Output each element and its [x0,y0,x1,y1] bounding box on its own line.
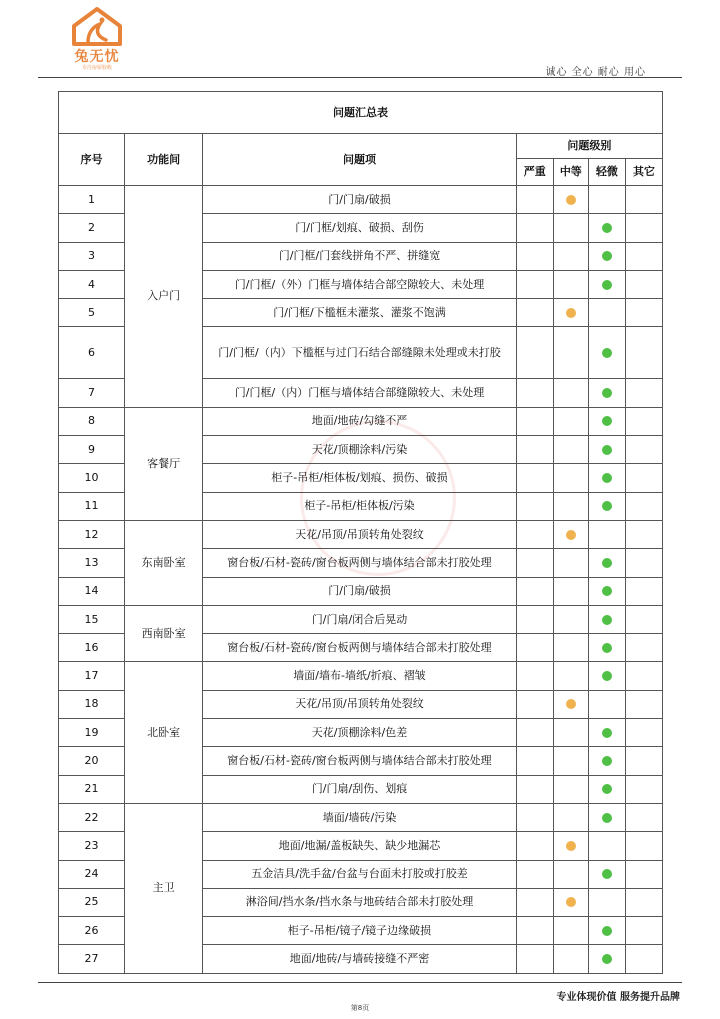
level-cell [516,327,553,379]
level-dot-icon [602,348,612,358]
level-cell [588,945,625,973]
level-cell [553,719,588,747]
level-cell [625,577,662,605]
row-number: 15 [59,605,125,633]
level-cell [516,634,553,662]
level-cell [588,520,625,548]
level-dot-icon [566,841,576,851]
issue-item: 天花/顶棚涂料/色差 [203,719,517,747]
row-number: 7 [59,379,125,407]
brand-name: 兔无忧 [74,49,120,65]
level-cell [588,549,625,577]
level-cell [625,379,662,407]
level-cell [588,492,625,520]
level-cell [516,520,553,548]
level-cell [625,492,662,520]
level-cell [516,832,553,860]
issue-item: 门/门框/（内）门框与墙体结合部缝隙较大、未处理 [203,379,517,407]
level-dot-icon [566,308,576,318]
level-cell [588,690,625,718]
issue-item: 门/门扇/破损 [203,577,517,605]
issue-item: 门/门框/下槛框未灌浆、灌浆不饱满 [203,299,517,327]
level-cell [625,945,662,973]
table-row [59,605,663,633]
level-cell [553,662,588,690]
level-cell [553,464,588,492]
header-slogan: 诚心 全心 耐心 用心 [545,67,646,78]
row-number: 26 [59,917,125,945]
row-number: 13 [59,549,125,577]
level-cell [588,379,625,407]
room-name: 西南卧室 [125,605,203,662]
level-cell [553,577,588,605]
row-number: 1 [59,186,125,214]
level-cell [588,662,625,690]
issue-item: 地面/地砖/勾缝不严 [203,407,517,435]
table-title: 问题汇总表 [59,92,663,134]
level-dot-icon [602,728,612,738]
level-cell [588,436,625,464]
level-cell [516,917,553,945]
level-cell [625,634,662,662]
row-number: 23 [59,832,125,860]
issue-item: 门/门扇/刮伤、划痕 [203,775,517,803]
table-row [59,803,663,831]
level-cell [625,549,662,577]
level-dot-icon [566,897,576,907]
row-number: 19 [59,719,125,747]
level-cell [553,436,588,464]
row-number: 2 [59,214,125,242]
level-cell [553,242,588,270]
issue-item: 淋浴间/挡水条/挡水条与地砖结合部未打胶处理 [203,888,517,916]
level-dot-icon [602,280,612,290]
level-cell [625,832,662,860]
row-number: 16 [59,634,125,662]
level-cell [553,634,588,662]
issue-item: 窗台板/石材-瓷砖/窗台板两侧与墙体结合部未打胶处理 [203,747,517,775]
level-cell [625,888,662,916]
level-cell [553,690,588,718]
issue-item: 五金洁具/洗手盆/台盆与台面未打胶或打胶差 [203,860,517,888]
row-number: 22 [59,803,125,831]
level-cell [588,747,625,775]
level-cell [516,719,553,747]
level-cell [516,464,553,492]
row-number: 18 [59,690,125,718]
level-cell [588,917,625,945]
issue-item: 柜子-吊柜/镜子/镜子边缘破损 [203,917,517,945]
level-dot-icon [566,530,576,540]
level-dot-icon [602,251,612,261]
level-cell [588,719,625,747]
level-cell [588,605,625,633]
house-logo-icon [66,6,128,48]
issue-item: 柜子-吊柜/柜体板/污染 [203,492,517,520]
level-cell [625,520,662,548]
issue-item: 门/门框/（外）门框与墙体结合部空隙较大、未处理 [203,270,517,298]
row-number: 4 [59,270,125,298]
level-cell [588,270,625,298]
level-cell [625,242,662,270]
issue-item: 窗台板/石材-瓷砖/窗台板两侧与墙体结合部未打胶处理 [203,549,517,577]
level-cell [625,860,662,888]
table-body [59,186,663,974]
level-dot-icon [566,195,576,205]
header-divider [38,77,682,78]
level-cell [516,662,553,690]
level-cell [553,520,588,548]
level-cell [625,690,662,718]
table-row [59,662,663,690]
level-cell [625,270,662,298]
level-cell [553,327,588,379]
level-cell [553,299,588,327]
level-cell [588,464,625,492]
table-row [59,520,663,548]
header-no: 序号 [59,134,125,186]
row-number: 12 [59,520,125,548]
level-cell [553,803,588,831]
level-cell [625,605,662,633]
level-cell [553,888,588,916]
level-cell [625,719,662,747]
level-cell [588,888,625,916]
level-cell [516,436,553,464]
level-dot-icon [602,756,612,766]
row-number: 25 [59,888,125,916]
header-item: 问题项 [203,134,517,186]
level-dot-icon [602,388,612,398]
page-number: 第8页 [350,1004,370,1012]
level-cell [553,407,588,435]
room-name: 东南卧室 [125,520,203,605]
level-cell [553,214,588,242]
issue-item: 门/门扇/闭合后晃动 [203,605,517,633]
header-level-severe: 严重 [516,159,553,186]
level-dot-icon [602,671,612,681]
room-name: 主卫 [125,803,203,973]
level-cell [625,803,662,831]
row-number: 5 [59,299,125,327]
level-dot-icon [602,869,612,879]
level-dot-icon [602,784,612,794]
issue-summary-table [58,91,663,974]
row-number: 24 [59,860,125,888]
issue-item: 地面/地砖/与墙砖接缝不严密 [203,945,517,973]
level-cell [553,945,588,973]
level-cell [625,186,662,214]
level-cell [516,690,553,718]
level-dot-icon [602,954,612,964]
level-dot-icon [602,223,612,233]
level-cell [588,860,625,888]
row-number: 6 [59,327,125,379]
level-dot-icon [602,416,612,426]
footer-divider [38,982,682,983]
level-cell [588,803,625,831]
row-number: 8 [59,407,125,435]
level-cell [516,379,553,407]
header-room: 功能间 [125,134,203,186]
row-number: 27 [59,945,125,973]
level-cell [588,242,625,270]
issue-item: 天花/吊顶/吊顶转角处裂纹 [203,520,517,548]
level-cell [516,747,553,775]
level-cell [588,832,625,860]
room-name: 入户门 [125,186,203,408]
table-row [59,186,663,214]
level-dot-icon [602,643,612,653]
level-cell [516,577,553,605]
level-dot-icon [602,558,612,568]
row-number: 11 [59,492,125,520]
level-dot-icon [602,473,612,483]
row-number: 3 [59,242,125,270]
level-dot-icon [602,586,612,596]
room-name: 北卧室 [125,662,203,803]
level-cell [588,299,625,327]
brand-logo [66,6,128,74]
issue-item: 墙面/墙布-墙纸/折痕、褶皱 [203,662,517,690]
level-cell [588,775,625,803]
row-number: 9 [59,436,125,464]
row-number: 10 [59,464,125,492]
level-cell [516,888,553,916]
row-number: 21 [59,775,125,803]
level-dot-icon [602,926,612,936]
level-cell [516,214,553,242]
level-cell [553,832,588,860]
level-cell [625,464,662,492]
level-cell [625,299,662,327]
level-cell [588,577,625,605]
issue-item: 窗台板/石材-瓷砖/窗台板两侧与墙体结合部未打胶处理 [203,634,517,662]
level-cell [553,775,588,803]
level-cell [553,492,588,520]
level-cell [553,270,588,298]
level-cell [516,945,553,973]
level-cell [516,860,553,888]
level-cell [588,186,625,214]
table-row [59,407,663,435]
level-cell [516,605,553,633]
level-cell [553,917,588,945]
issue-item: 门/门框/划痕、破损、刮伤 [203,214,517,242]
level-dot-icon [602,445,612,455]
issue-item: 墙面/墙砖/污染 [203,803,517,831]
level-cell [625,662,662,690]
level-cell [553,747,588,775]
level-cell [553,186,588,214]
issue-item: 天花/吊顶/吊顶转角处裂纹 [203,690,517,718]
level-cell [553,379,588,407]
level-cell [553,860,588,888]
level-cell [516,242,553,270]
header-level-medium: 中等 [553,159,588,186]
level-cell [516,492,553,520]
level-cell [553,605,588,633]
issue-item: 门/门框/（内）下槛框与过门石结合部缝隙未处理或未打胶 [203,327,517,379]
level-cell [625,214,662,242]
brand-tagline: 专注房屋验收 [81,65,112,71]
level-cell [625,436,662,464]
level-cell [625,747,662,775]
level-cell [516,299,553,327]
level-dot-icon [602,501,612,511]
level-cell [588,634,625,662]
level-cell [516,270,553,298]
room-name: 客餐厅 [125,407,203,520]
level-cell [625,327,662,379]
header-level: 问题级别 [516,134,662,159]
level-dot-icon [602,615,612,625]
issue-item: 门/门扇/破损 [203,186,517,214]
row-number: 14 [59,577,125,605]
level-cell [516,407,553,435]
level-cell [588,214,625,242]
issue-item: 地面/地漏/盖板缺失、缺少地漏芯 [203,832,517,860]
level-cell [516,549,553,577]
level-cell [516,186,553,214]
level-cell [553,549,588,577]
level-dot-icon [566,699,576,709]
header-level-other: 其它 [625,159,662,186]
issue-item: 柜子-吊柜/柜体板/划痕、损伤、破损 [203,464,517,492]
level-cell [588,327,625,379]
row-number: 17 [59,662,125,690]
footer-slogan: 专业体现价值 服务提升品牌 [556,992,680,1003]
header-level-minor: 轻微 [588,159,625,186]
issue-item: 天花/顶棚涂料/污染 [203,436,517,464]
level-cell [625,775,662,803]
level-cell [625,407,662,435]
level-cell [516,775,553,803]
level-cell [516,803,553,831]
level-cell [625,917,662,945]
level-cell [588,407,625,435]
row-number: 20 [59,747,125,775]
issue-item: 门/门框/门套线拼角不严、拼缝宽 [203,242,517,270]
level-dot-icon [602,813,612,823]
